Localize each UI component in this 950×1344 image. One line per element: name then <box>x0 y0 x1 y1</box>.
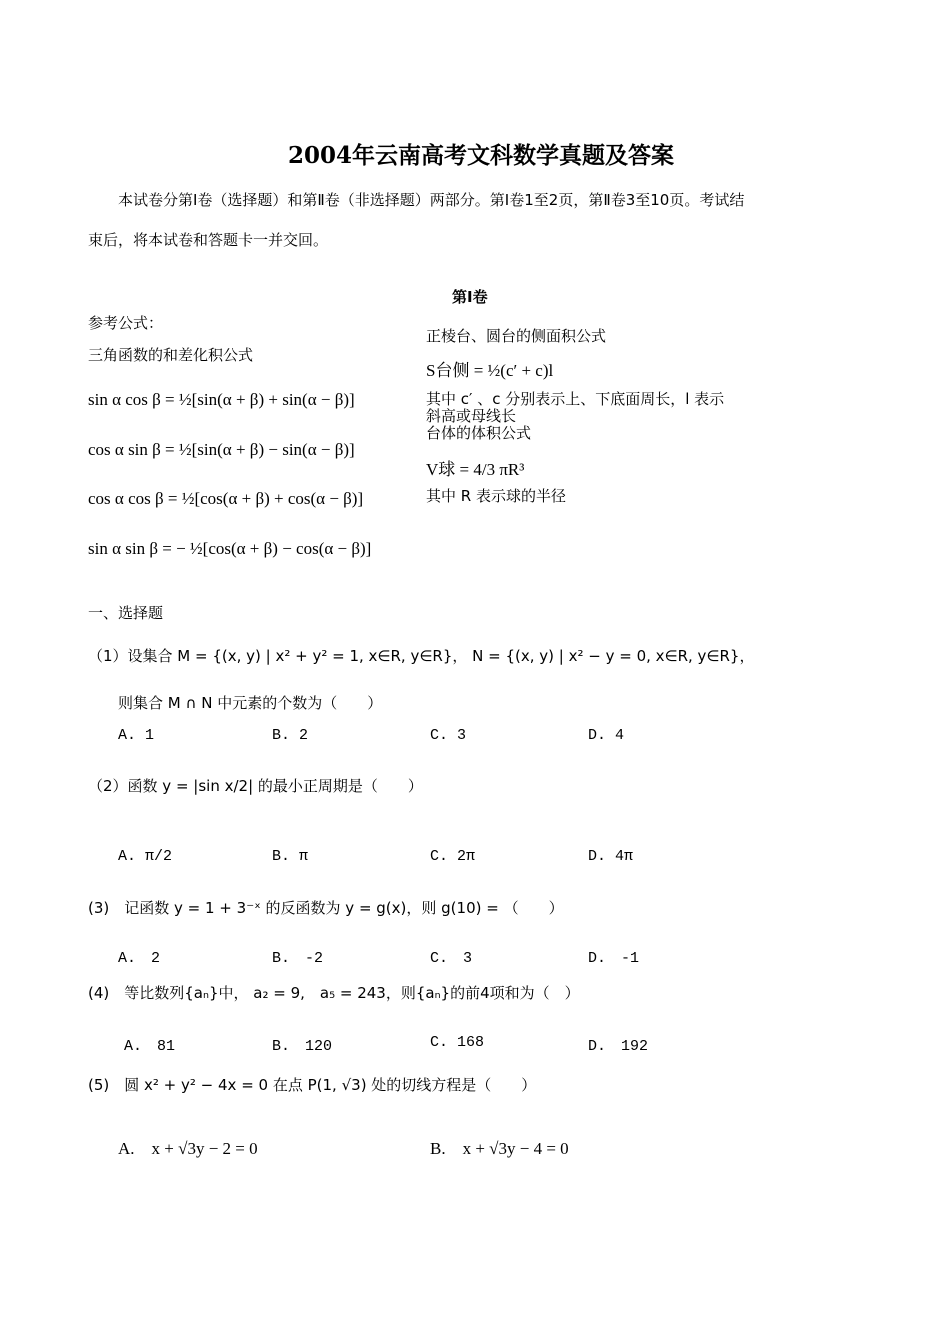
question-4-option-d: D. 192 <box>588 1038 649 1055</box>
reference-label: 参考公式： <box>88 314 164 332</box>
question-1-stem-2: 则集合 M ∩ N 中元素的个数为（ ） <box>118 694 383 712</box>
question-2-option-a: A. π/2 <box>118 848 173 865</box>
question-4-stem: (4) 等比数列{aₙ}中， a₂ = 9, a₅ = 243，则{aₙ}的前4项和为（ ） <box>88 984 580 1002</box>
trig-formula-2: cos α sin β = ½[sin(α + β) − sin(α − β)] <box>88 440 355 459</box>
question-3-option-d: D. -1 <box>588 950 640 967</box>
trig-formula-3: cos α cos β = ½[cos(α + β) + cos(α − β)] <box>88 489 364 508</box>
question-4-option-b: B. 120 <box>272 1038 333 1055</box>
frustum-heading: 正棱台、圆台的侧面积公式 <box>426 327 607 345</box>
question-4-option-a: A. 81 <box>124 1038 176 1055</box>
question-3-option-b: B. -2 <box>272 950 324 967</box>
question-1-stem: （1）设集合 M = {(x, y) | x² + y² = 1, x∈R, y∈R}， N = {(x, y) | x² − y = 0, x∈R, y∈R}， <box>88 647 755 665</box>
volume-heading: 台体的体积公式 <box>426 424 532 442</box>
trig-formula-1: sin α cos β = ½[sin(α + β) + sin(α − β)] <box>88 390 355 409</box>
intro-line-1: 本试卷分第Ⅰ卷（选择题）和第Ⅱ卷（非选择题）两部分。第Ⅰ卷1至2页，第Ⅱ卷3至10页。考试结 <box>118 191 745 209</box>
question-2-stem: （2）函数 y = |sin x/2| 的最小正周期是（ ） <box>88 777 423 795</box>
part-heading: 一、选择题 <box>88 604 164 622</box>
intro-line-2: 束后，将本试卷和答题卡一并交回。 <box>88 231 329 249</box>
question-5-option-a: A. x + √3y − 2 = 0 <box>118 1139 258 1158</box>
question-3-stem: (3) 记函数 y = 1 + 3⁻ˣ 的反函数为 y = g(x)，则 g(10) = （ ） <box>88 899 564 917</box>
trig-heading: 三角函数的和差化积公式 <box>88 346 254 364</box>
question-1-option-d: D. 4 <box>588 727 625 744</box>
question-2-option-b: B. π <box>272 848 309 865</box>
frustum-area-formula: S台侧 = ½(c′ + c)l <box>426 361 554 380</box>
question-3-option-a: A. 2 <box>118 950 161 967</box>
question-3-option-c: C. 3 <box>430 950 473 967</box>
question-4-option-c: C. 168 <box>430 1034 485 1051</box>
frustum-note-2: 斜高或母线长 <box>426 407 517 425</box>
question-1-option-c: C. 3 <box>430 727 467 744</box>
question-2-option-c: C. 2π <box>430 848 476 865</box>
question-5-stem: (5) 圆 x² + y² − 4x = 0 在点 P(1, √3) 处的切线方程是（ ） <box>88 1076 537 1094</box>
section-header: 第Ⅰ卷 <box>452 288 488 306</box>
document-title: 2004年云南高考文科数学真题及答案 <box>288 142 675 169</box>
question-1-option-b: B. 2 <box>272 727 309 744</box>
question-1-option-a: A. 1 <box>118 727 155 744</box>
question-2-option-d: D. 4π <box>588 848 634 865</box>
question-5-option-b: B. x + √3y − 4 = 0 <box>430 1139 569 1158</box>
volume-formula: V球 = 4/3 πR³ <box>426 460 525 479</box>
volume-note: 其中 R 表示球的半径 <box>426 487 566 505</box>
frustum-note-1: 其中 c′ 、c 分别表示上、下底面周长，l 表示 <box>426 390 725 408</box>
trig-formula-4: sin α sin β = − ½[cos(α + β) − cos(α − β)] <box>88 539 372 558</box>
